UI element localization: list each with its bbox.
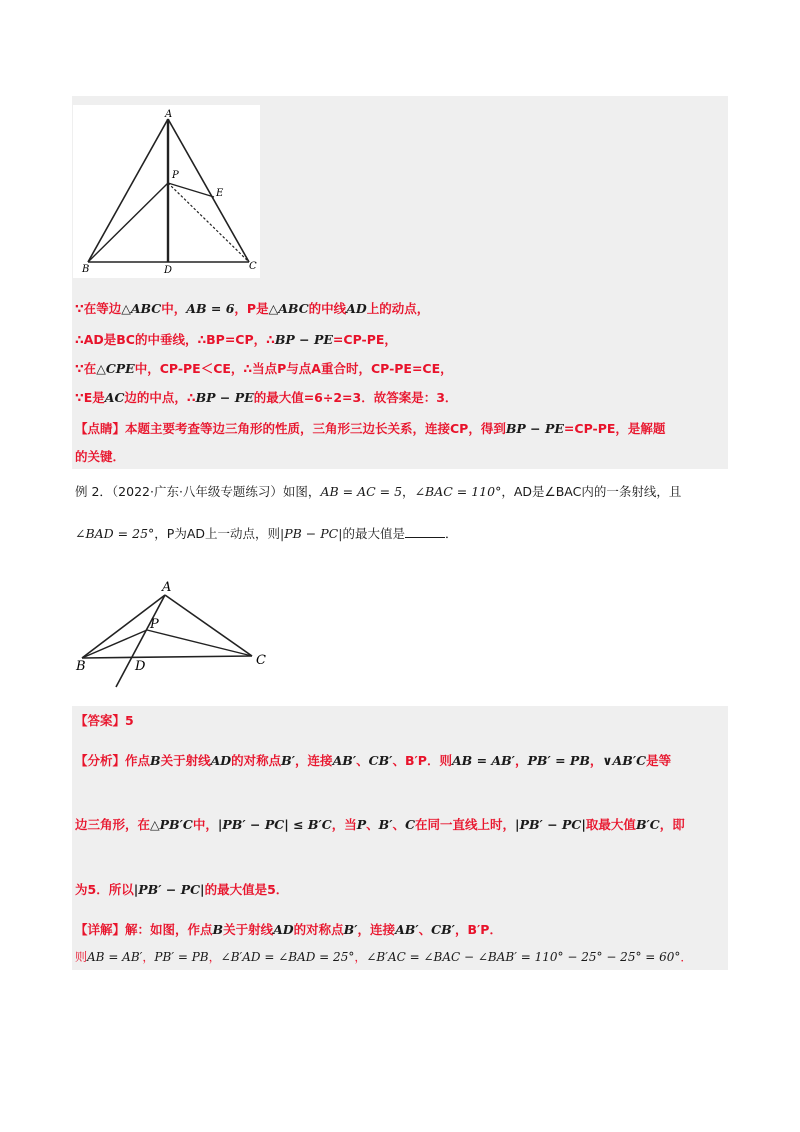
fig2-label-d: D: [135, 659, 146, 674]
sol1-line2: ∴AD是BC的中垂线，∴BP=CP，∴BP − PE=CP-PE，: [75, 332, 397, 347]
sol1-line3: ∵在△CPE中，CP-PE＜CE，∴当点P与点A重合时，CP-PE=CE，: [75, 361, 453, 376]
fig1-side-ab: [88, 119, 168, 262]
example2-line1: 例 2．（2022·广东·八年级专题练习）如图，AB = AC = 5，∠BAC = 110°，AD是∠BAC内的一条射线，且: [75, 484, 682, 499]
sol2-analysis-line3: 为5．所以|PB′ − PC|的最大值是5．: [75, 882, 289, 897]
fig1-label-d: D: [164, 265, 173, 276]
fig1-side-ac: [168, 119, 249, 262]
fig1-label-c: C: [249, 261, 257, 272]
sol2-answer: 【答案】5: [75, 713, 134, 728]
sol2-analysis-line1: 【分析】作点B关于射线AD的对称点B′，连接AB′、CB′、B′P．则AB = AB′，PB′ = PB，∨AB′C是等: [75, 753, 672, 768]
example2-line2: ∠BAD = 25°，P为AD上一动点，则|PB − PC|的最大值是 ．: [75, 526, 458, 541]
figure2-triangle: [72, 576, 282, 696]
fig2-side-bc: [82, 656, 252, 658]
figure1-equilateral-triangle: [73, 105, 260, 278]
sol1-line4: ∵E是AC边的中点，∴BP − PE的最大值=6÷2=3．故答案是：3．: [75, 390, 458, 405]
fig2-label-a: A: [162, 580, 172, 595]
sol1-line6: 的关键．: [75, 449, 126, 464]
fig1-label-b: B: [82, 264, 90, 275]
fig2-side-ac: [165, 595, 252, 656]
fig1-label-p: P: [172, 170, 179, 181]
fig1-label-a: A: [165, 109, 173, 120]
sol2-detail-line2: 则AB = AB′，PB′ = PB，∠B′AD = ∠BAD = 25°，∠B′AC = ∠BAC − ∠BAB′ = 110° − 25° − 25° = 60°．: [75, 950, 693, 964]
sol2-detail-line1: 【详解】解：如图，作点B关于射线AD的对称点B′，连接AB′、CB′，B′P．: [75, 922, 502, 937]
answer-blank: [405, 525, 445, 538]
sol1-line1: ∵在等边△ABC中，AB = 6，P是△ABC的中线AD上的动点，: [75, 301, 430, 316]
fig1-label-e: E: [216, 188, 224, 199]
fig2-label-b: B: [76, 659, 86, 674]
fig1-segment-bp: [88, 183, 168, 262]
sol1-line5: 【点睛】本题主要考查等边三角形的性质，三角形三边长关系，连接CP，得到BP − PE=CP-PE，是解题: [75, 421, 666, 436]
fig2-label-c: C: [256, 653, 266, 668]
fig2-segment-pc: [147, 630, 252, 656]
sol2-analysis-line2: 边三角形，在△PB′C中，|PB′ − PC| ≤ B′C，当P、B′、C在同一直线上时，|PB′ − PC|取最大值B′C，即: [75, 817, 685, 832]
fig2-label-p: P: [150, 617, 159, 632]
